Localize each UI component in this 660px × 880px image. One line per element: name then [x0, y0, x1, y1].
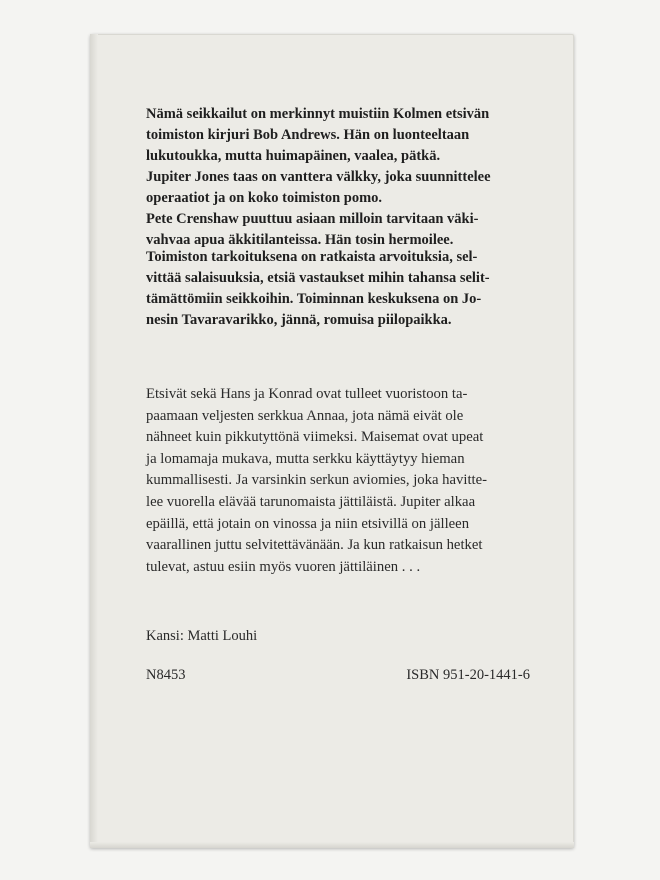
spine-edge [90, 34, 98, 848]
isbn: ISBN 951-20-1441-6 [406, 667, 530, 683]
intro-paragraph: Nämä seikkailut on merkinnyt muistiin Kolmen etsivän toimiston kirjuri Bob Andrews. Hän on luonteeltaan lukutoukka, mutta huimapäinen, vaalea, pätkä. Jupiter Jones taas on vanttera välkky, joka suunnittelee operaatiot ja on koko toimiston pomo. Pete Crenshaw puuttuu asiaan milloin tarvitaan väki- vahvaa apua äkkitilanteissa. Hän tosin hermoilee. [146, 106, 491, 248]
cover-credit: Kansi: Matti Louhi [146, 628, 258, 644]
product-code: N8453 [146, 667, 186, 683]
bottom-edge [90, 842, 574, 848]
blurb-paragraph: Etsivät sekä Hans ja Konrad ovat tulleet vuoristoon ta- paamaan veljesten serkkua Annaa, jota nämä eivät ole nähneet kuin pikkutyttönä viimeksi. Maisemat ovat upeat ja lomamaja mukava, mutta serkku käyttäytyy hieman kummallisesti. Ja varsinkin serkun aviomies, joka havitte- lee vuorella elävää tarunomaista jättiläistä. Jupiter alkaa epäillä, että jotain on vinossa ja niin etsivillä on jälleen vaarallinen juttu selvitettävänään. Ja kun ratkaisun hetket tulevat, astuu esiin myös vuoren jättiläinen . . . [146, 386, 488, 575]
agency-paragraph: Toimiston tarkoituksena on ratkaista arvoituksia, sel- vittää salaisuuksia, etsiä vastaukset mihin tahansa selit- tämättömiin seikkoihin. Toiminnan keskuksena on Jo- nesin Tavaravarikko, jännä, romuisa piilopaikka. [146, 249, 490, 328]
book-back-cover [90, 34, 574, 848]
